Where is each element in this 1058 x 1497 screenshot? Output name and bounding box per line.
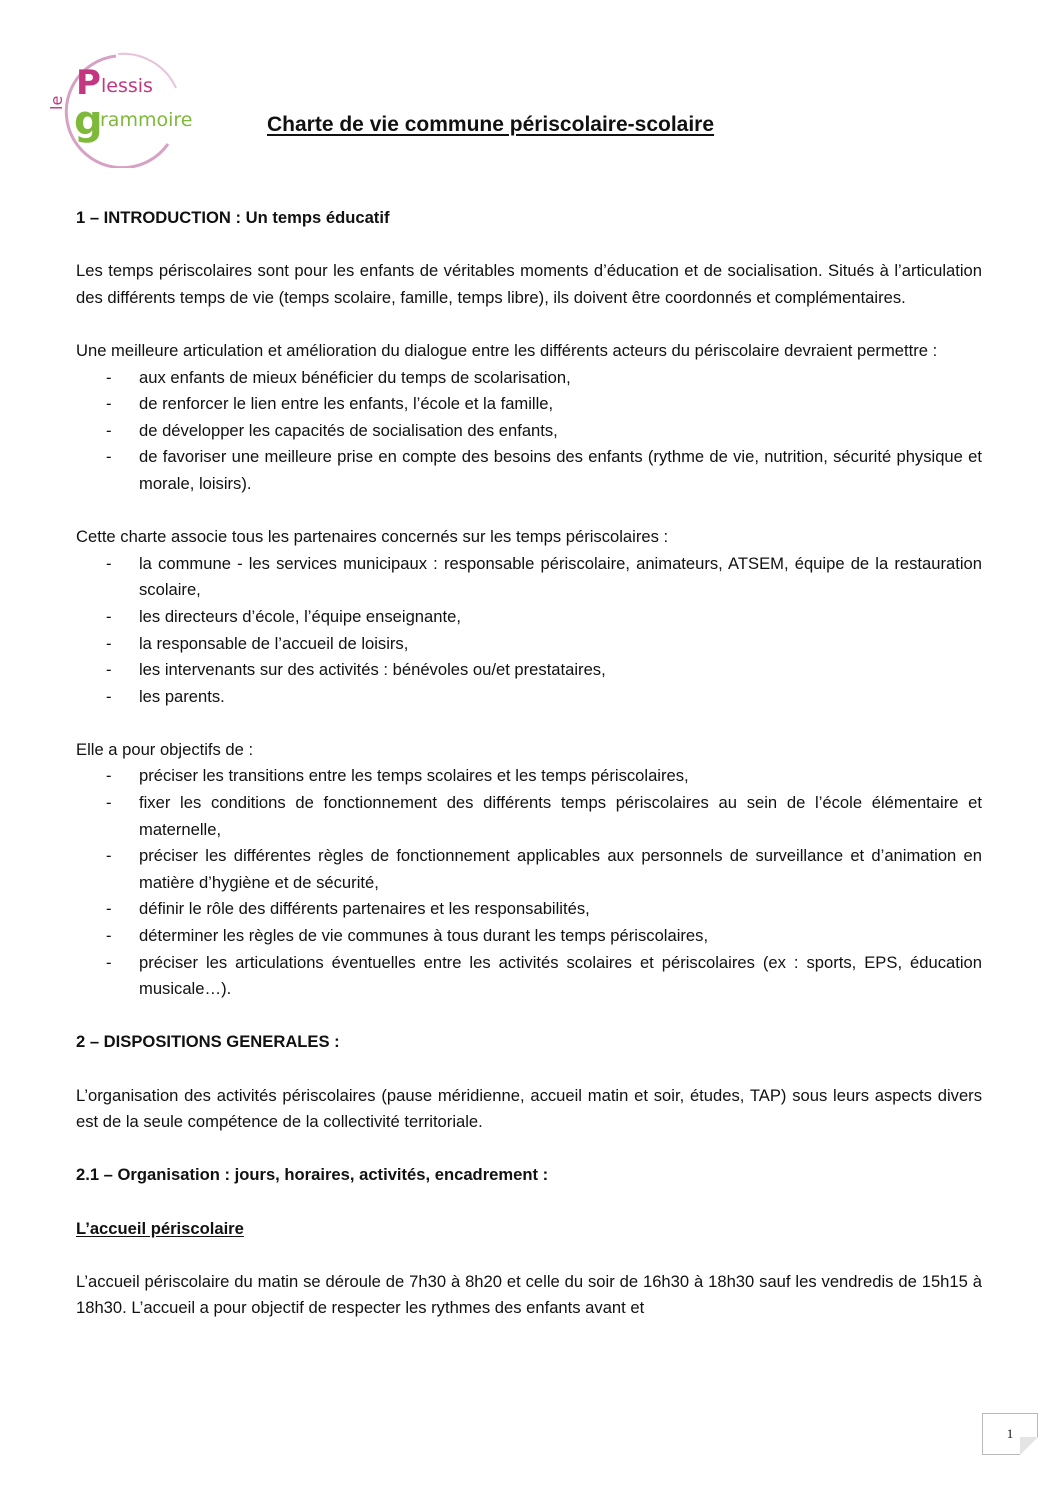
section-1-paragraph-1: Les temps périscolaires sont pour les enfants de véritables moments d’éducation et de socialisation. Situés à l’articulation des différents temps de vie (temps scolaire, famille, temps libre), ils doivent être coordonnés et complémentaires. xyxy=(76,261,982,307)
plessis-grammoire-logo xyxy=(48,48,238,168)
section-2-paragraph-1: L’organisation des activités périscolaires (pause méridienne, accueil matin et soir, études, TAP) sous leurs aspects divers est de la seule compétence de la collectivité territoriale. xyxy=(76,1085,982,1132)
list-item: - fixer les conditions de fonctionnement des différents temps périscolaires au sein de l’école élémentaire et maternelle, xyxy=(76,790,982,843)
section-2-1-heading: 2.1 – Organisation : jours, horaires, activités, encadrement : xyxy=(76,1165,549,1185)
svg-text:g: g xyxy=(74,98,103,144)
list-item: - préciser les différentes règles de fonctionnement applicables aux personnels de surveillance et d’animation en matière d’hygiène et de sécurité, xyxy=(76,843,982,896)
list-item: - préciser les transitions entre les temps scolaires et les temps périscolaires, xyxy=(76,763,982,790)
benefits-list xyxy=(76,365,982,498)
section-1-paragraph-2: Une meilleure articulation et amélioration du dialogue entre les différents acteurs du périscolaire devraient permettre : xyxy=(76,340,938,360)
section-1-paragraph-3: Cette charte associe tous les partenaires concernés sur les temps périscolaires : xyxy=(76,527,669,547)
svg-text:rammoire: rammoire xyxy=(100,109,193,131)
list-item: - la commune - les services municipaux : responsable périscolaire, animateurs, ATSEM, équipe de la restauration scolaire, xyxy=(76,551,982,604)
list-item: - déterminer les règles de vie communes à tous durant les temps périscolaires, xyxy=(76,923,982,950)
list-item: - la responsable de l’accueil de loisirs, xyxy=(76,631,982,658)
list-item: - les intervenants sur des activités : bénévoles ou/et prestataires, xyxy=(76,657,982,684)
page-title: Charte de vie commune périscolaire-scolaire xyxy=(267,113,715,136)
document-body xyxy=(76,205,982,1349)
logo-prefix: le xyxy=(48,95,66,110)
section-2-paragraph-2: L’accueil périscolaire du matin se déroule de 7h30 à 8h20 et celle du soir de 16h30 à 18h30 sauf les vendredis de 15h15 à 18h30. L’accueil a pour objectif de respecter les rythmes des enfants avant et xyxy=(76,1271,982,1318)
list-item: - de développer les capacités de socialisation des enfants, xyxy=(76,418,982,445)
logo-graphic xyxy=(48,48,238,168)
list-item: - les parents. xyxy=(76,684,982,711)
list-item: - définir le rôle des différents partenaires et les responsabilités, xyxy=(76,896,982,923)
svg-text:lessis: lessis xyxy=(101,75,153,97)
section-1-heading: 1 – INTRODUCTION : Un temps éducatif xyxy=(76,208,390,227)
section-2-heading: 2 – DISPOSITIONS GENERALES : xyxy=(76,1032,340,1052)
svg-text:P: P xyxy=(76,63,101,103)
objectives-list xyxy=(76,763,982,1002)
list-item: - aux enfants de mieux bénéficier du temps de scolarisation, xyxy=(76,365,982,392)
list-item: - préciser les articulations éventuelles entre les activités scolaires et périscolaires (ex : sports, EPS, éducation musicale…). xyxy=(76,950,982,1003)
list-item: - de renforcer le lien entre les enfants, l’école et la famille, xyxy=(76,391,982,418)
list-item: - de favoriser une meilleure prise en compte des besoins des enfants (rythme de vie, nutrition, sécurité physique et morale, loisirs). xyxy=(76,444,982,497)
page-number: 1 xyxy=(982,1413,1038,1455)
partners-list xyxy=(76,551,982,711)
accueil-periscolaire-heading: L’accueil périscolaire xyxy=(76,1218,244,1238)
list-item: - les directeurs d’école, l’équipe enseignante, xyxy=(76,604,982,631)
section-1-paragraph-4: Elle a pour objectifs de : xyxy=(76,739,254,759)
